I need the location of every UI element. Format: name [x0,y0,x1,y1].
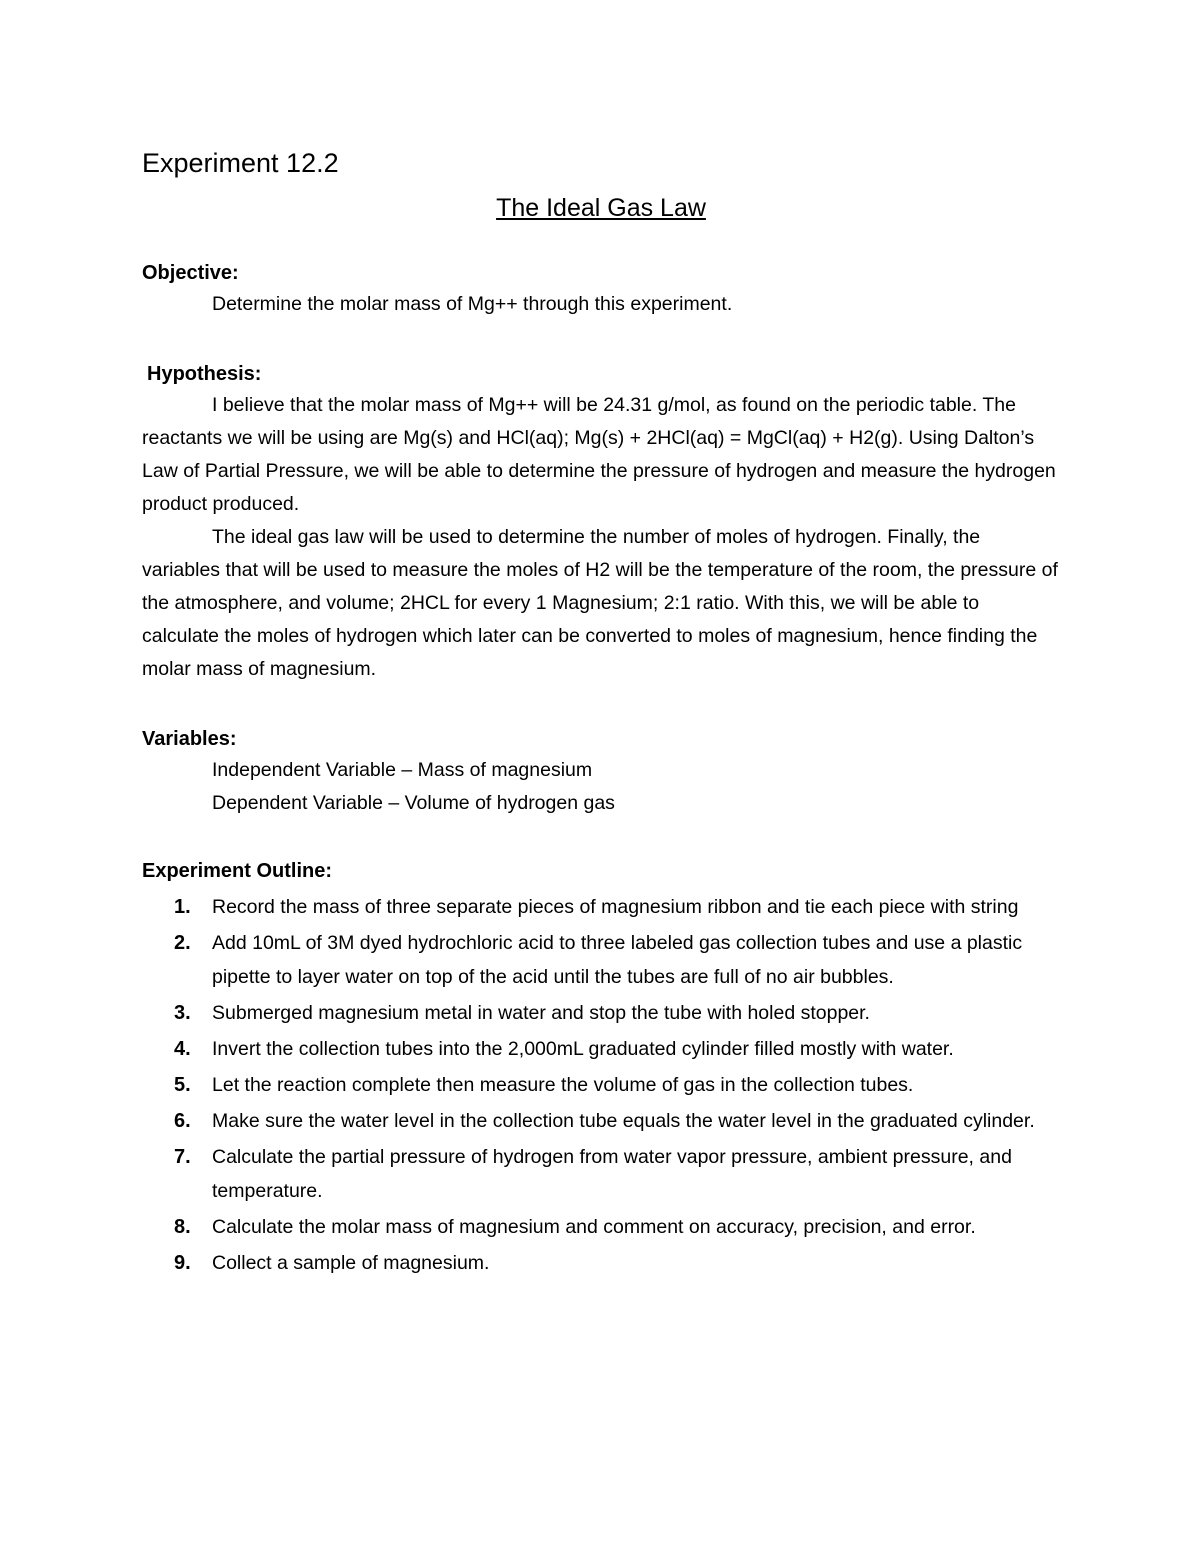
step-number: 4. [174,1038,191,1060]
list-item [142,1246,1060,1280]
variables-heading: Variables: [142,728,237,750]
document-title: Experiment 12.2 [142,148,339,178]
step-number: 8. [174,1216,191,1238]
step-text: Add 10mL of 3M dyed hydrochloric acid to three labeled gas collection tubes and use a plastic pipette to layer water on top of the acid until the tubes are full of no air bubbles. [212,932,1023,988]
step-number: 7. [174,1146,191,1168]
independent-variable: Independent Variable – Mass of magnesium [212,759,593,781]
list-item [142,1210,1060,1244]
objective-heading: Objective: [142,262,239,284]
step-number: 2. [174,932,191,954]
step-text: Make sure the water level in the collection tube equals the water level in the graduated cylinder. [212,1110,1035,1132]
hypothesis-paragraph-1: I believe that the molar mass of Mg++ will be 24.31 g/mol, as found on the periodic table. The reactants we will be using are Mg(s) and HCl(aq); Mg(s) + 2HCl(aq) = MgCl(aq) + H2(g). Using Dalton’s Law of Partial Pressure, we will be able to determine the pressure of hydrogen and measure the hydrogen product produced. [142,394,1056,515]
experiment-outline-section [142,856,1060,1280]
hypothesis-heading: Hypothesis: [147,363,262,385]
step-number: 6. [174,1110,191,1132]
list-item [142,1104,1060,1138]
document-subtitle: The Ideal Gas Law [496,194,706,222]
objective-text: Determine the molar mass of Mg++ through this experiment. [212,293,733,315]
hypothesis-section [142,359,1060,686]
list-item [142,890,1060,924]
step-text: Let the reaction complete then measure the volume of gas in the collection tubes. [212,1074,914,1096]
dependent-variable: Dependent Variable – Volume of hydrogen gas [212,792,615,814]
step-number: 3. [174,1002,191,1024]
list-item [142,996,1060,1030]
step-text: Invert the collection tubes into the 2,000mL graduated cylinder filled mostly with water. [212,1038,954,1060]
variables-section [142,724,1060,820]
list-item [142,1068,1060,1102]
step-number: 5. [174,1074,191,1096]
objective-section [142,258,1060,321]
step-text: Calculate the partial pressure of hydrogen from water vapor pressure, ambient pressure, and temperature. [212,1146,1012,1202]
experiment-outline-heading: Experiment Outline: [142,860,333,882]
step-number: 1. [174,896,191,918]
list-item [142,926,1060,994]
step-number: 9. [174,1252,191,1274]
step-text: Collect a sample of magnesium. [212,1252,490,1274]
step-text: Record the mass of three separate pieces of magnesium ribbon and tie each piece with string [212,896,1019,918]
step-text: Submerged magnesium metal in water and stop the tube with holed stopper. [212,1002,870,1024]
experiment-steps-list [142,890,1060,1280]
hypothesis-paragraph-2: The ideal gas law will be used to determine the number of moles of hydrogen. Finally, the variables that will be used to measure the moles of H2 will be the temperature of the room, the pressure of the atmosphere, and volume; 2HCL for every 1 Magnesium; 2:1 ratio. With this, we will be able to calculate the moles of hydrogen which later can be converted to moles of magnesium, hence finding the molar mass of magnesium. [142,526,1058,680]
step-text: Calculate the molar mass of magnesium and comment on accuracy, precision, and error. [212,1216,976,1238]
list-item [142,1032,1060,1066]
list-item [142,1140,1060,1208]
